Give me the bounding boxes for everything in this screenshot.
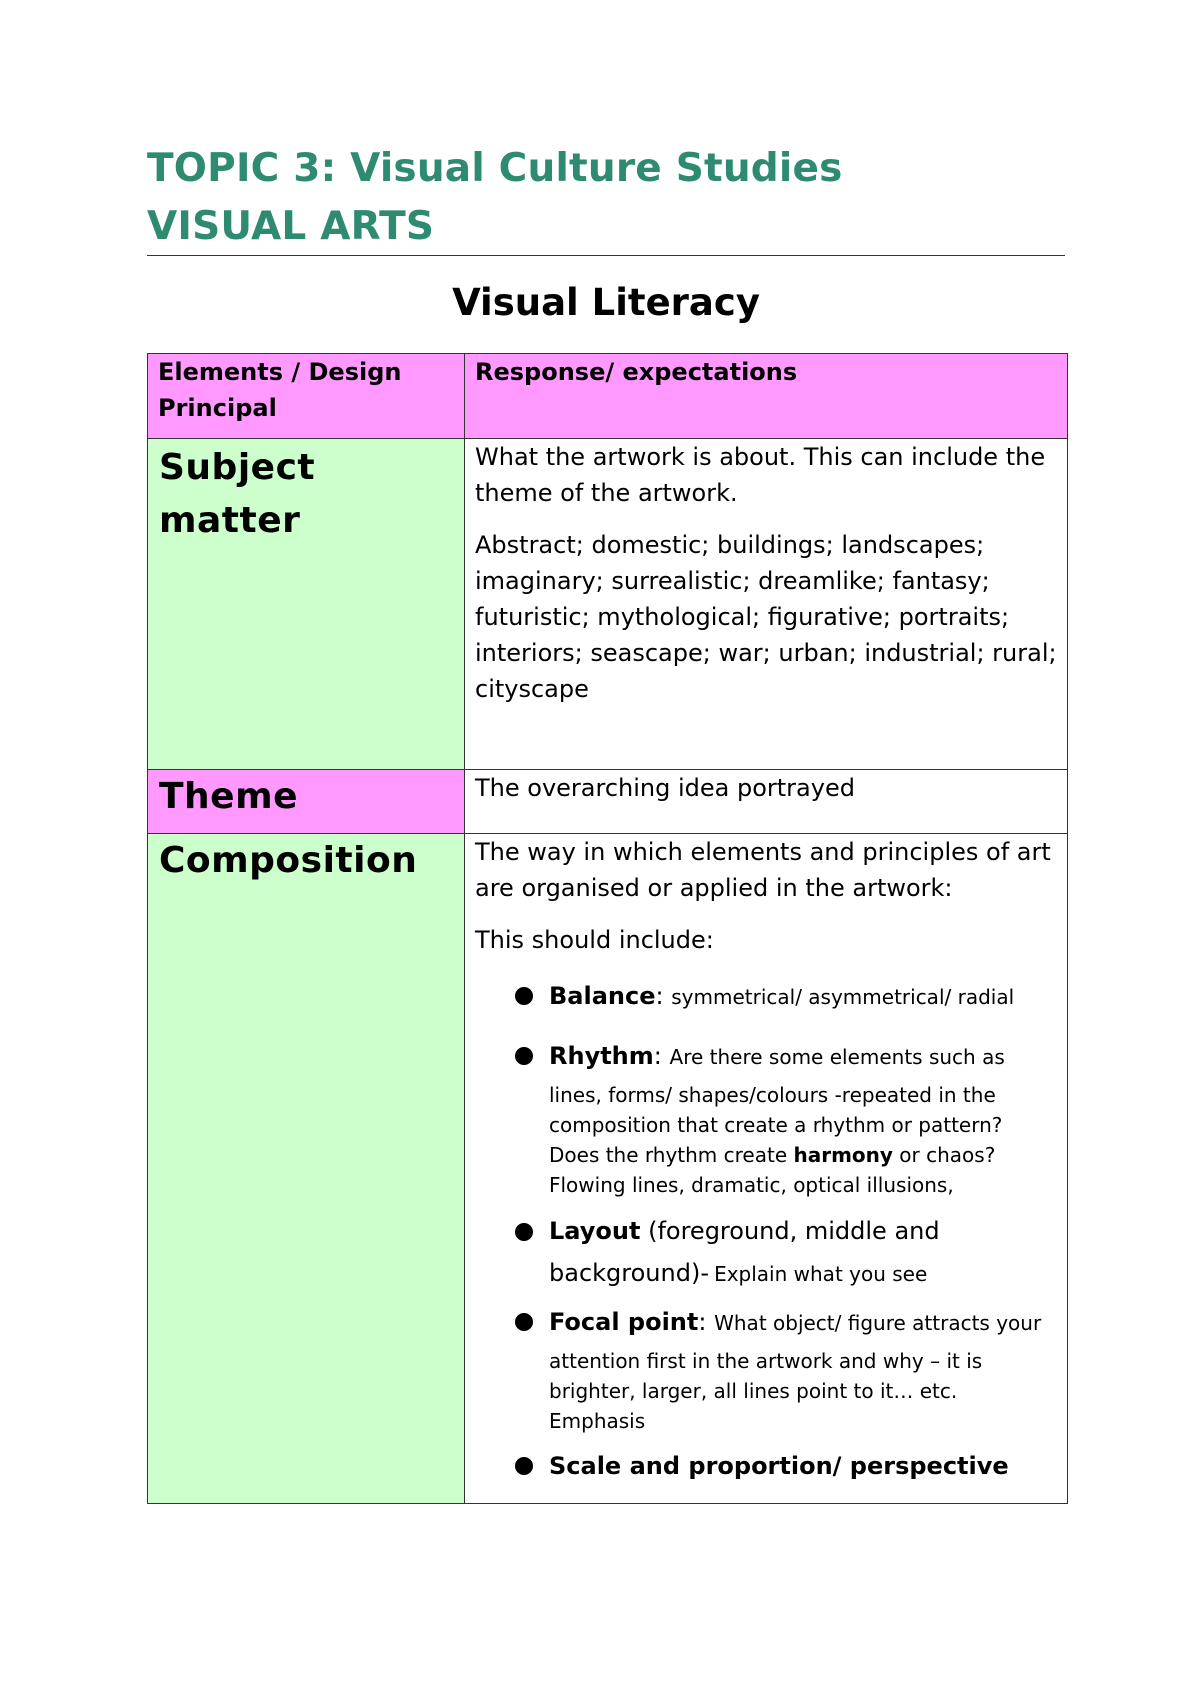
row-label-cell [148, 770, 465, 834]
subject-matter-description: What the artwork is about. This can include the theme of the artwork. [475, 443, 1046, 507]
page-header [147, 140, 1065, 256]
column-header-response-text: Response/ expectations [475, 358, 798, 386]
row-label-cell [148, 834, 465, 1504]
topic-title: TOPIC 3: Visual Culture Studies [147, 146, 843, 191]
row-response-cell [465, 439, 1068, 770]
rhythm-term: Rhythm [549, 1042, 654, 1070]
bullet-icon [515, 1457, 533, 1475]
table-row-composition [148, 834, 1068, 1504]
row-label-cell [148, 439, 465, 770]
column-header-elements [148, 354, 465, 439]
document-heading: Visual Literacy [452, 281, 760, 324]
layout-term: Layout [549, 1217, 641, 1245]
balance-colon: : [655, 982, 664, 1010]
bullet-icon [515, 1313, 533, 1331]
list-item-scale [465, 1444, 1067, 1488]
list-item-focal-point [465, 1300, 1067, 1436]
list-item-balance [465, 974, 1067, 1018]
column-header-elements-text: Elements / Design Principal [158, 358, 402, 422]
focal-point-description: attention first in the artwork and why – it is brighter, larger, all lines point to it… etc. Emphasis [549, 1349, 983, 1433]
balance-term: Balance [549, 982, 656, 1010]
subject-title: VISUAL ARTS [147, 204, 435, 249]
column-header-response [465, 354, 1068, 439]
composition-description: The way in which elements and principles of art are organised or applied in the artwork: [475, 838, 1051, 902]
row-response-cell [465, 834, 1068, 1504]
bullet-icon [515, 1047, 533, 1065]
composition-list [465, 974, 1067, 1488]
row-response-cell [465, 770, 1068, 834]
rhythm-harmony: harmony [793, 1143, 893, 1167]
composition-intro: This should include: [475, 926, 714, 954]
subject-matter-examples: Abstract; domestic; buildings; landscapes; imaginary; surrealistic; dreamlike; fantasy; futuristic; mythological; figurative; portraits; interiors; seascape; war; urban; industrial; rural; cityscape [475, 531, 1057, 703]
rhythm-description-end: or chaos? Flowing lines, dramatic, optical illusions, [549, 1143, 996, 1197]
balance-description: symmetrical/ asymmetrical/ radial [671, 985, 1015, 1009]
bullet-icon [515, 1223, 533, 1241]
theme-description: The overarching idea portrayed [475, 774, 855, 802]
row-label-theme: Theme [159, 776, 299, 817]
rhythm-description-lead: Are there some elements such as [669, 1045, 1005, 1069]
table-row-theme [148, 770, 1068, 834]
list-item-layout [465, 1210, 1067, 1294]
rhythm-colon: : [653, 1042, 662, 1070]
table-row-subject-matter [148, 439, 1068, 770]
visual-literacy-table [147, 353, 1068, 1504]
list-item-rhythm [465, 1034, 1067, 1200]
scale-term: Scale and proportion/ perspective [549, 1452, 1009, 1480]
row-label-subject-matter: Subject matter [159, 447, 316, 541]
layout-detail: (foreground, middle and background)- [549, 1217, 940, 1287]
focal-point-term: Focal point [549, 1308, 699, 1336]
rhythm-description: lines, forms/ shapes/colours -repeated in the composition that create a rhythm or pattern? Does the rhythm create [549, 1083, 1003, 1167]
layout-description: Explain what you see [714, 1262, 928, 1286]
table-header-row [148, 354, 1068, 439]
focal-point-colon: : [698, 1308, 707, 1336]
bullet-icon [515, 987, 533, 1005]
focal-point-description-lead: What object/ figure attracts your [714, 1311, 1042, 1335]
header-divider [147, 255, 1065, 256]
row-label-composition: Composition [159, 840, 418, 881]
